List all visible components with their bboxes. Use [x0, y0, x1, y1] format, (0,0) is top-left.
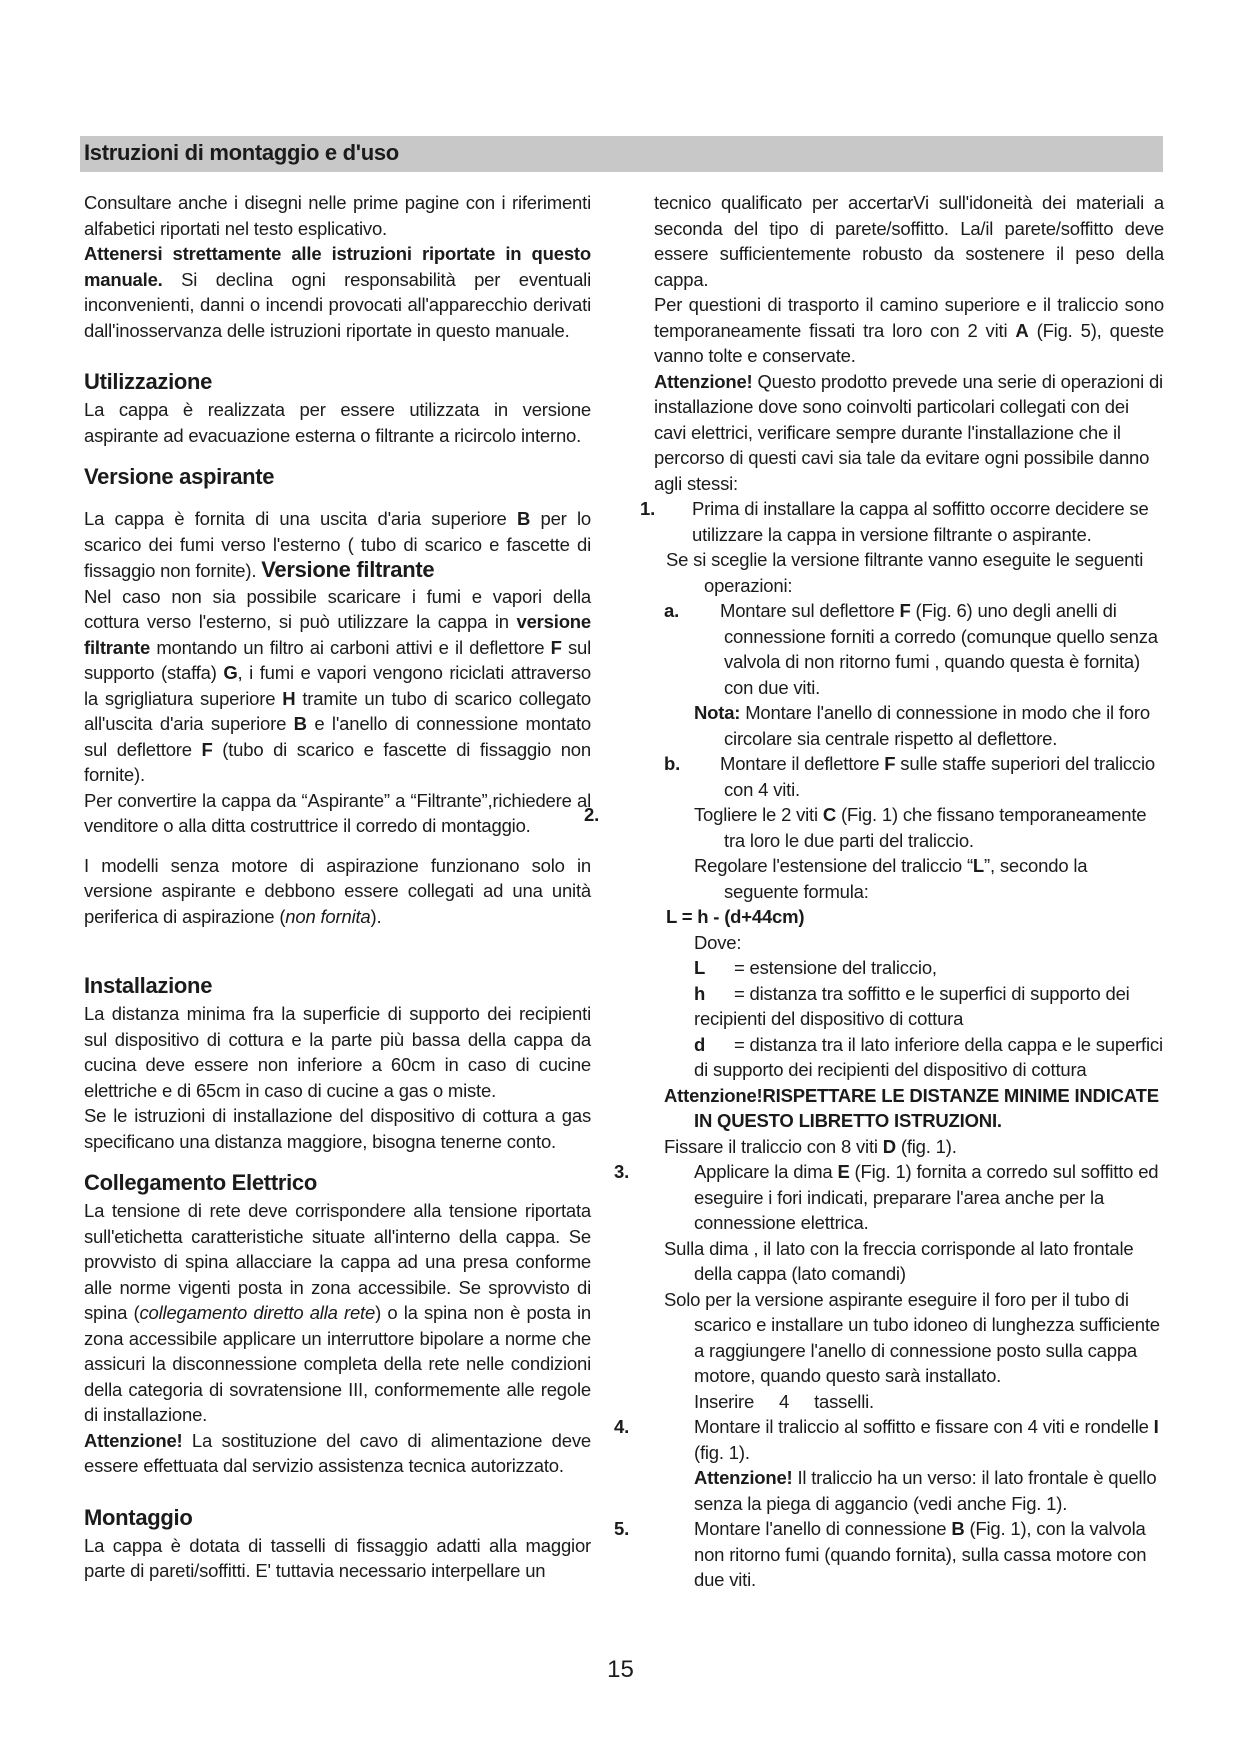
- filtrante-text-e: , i fumi e vapori vengono riciclati attraverso la sgrigliatura superiore: [84, 662, 591, 709]
- step-4-warning: [654, 1465, 1164, 1516]
- attenzione-paragraph: [654, 369, 1164, 497]
- ref-l: L: [972, 855, 985, 876]
- elettrico-text-c: La sostituzione del cavo di alimentazione deve essere effettuata dal servizio assistenza tecnica autorizzato.: [84, 1429, 591, 1476]
- filtrante-heading: Versione filtrante: [261, 557, 435, 582]
- installazione-text: La distanza minima fra la superficie di supporto dei recipienti sul dispositivo di cottura e la parte più bassa della cappa da cucina deve essere non inferiore a 60cm in caso di cucine elettriche e di 65cm in caso di cucine a gas o miste.: [84, 1003, 591, 1101]
- ref-f-2: F: [201, 738, 213, 760]
- filtrante-text-g: e l'anello di connessione montato sul deflettore: [84, 713, 591, 760]
- step-3-solo: Solo per la versione aspirante eseguire il foro per il tubo di scarico e installare un tubo idoneo di lunghezza sufficiente a raggiungere l'anello di connessione posto sulla cappa motore, quando questo sarà installato.: [664, 1288, 1160, 1386]
- modelli-paragraph: [84, 853, 591, 930]
- step-2-text-a: Togliere le 2 viti: [694, 804, 823, 825]
- step-5: [614, 1516, 1164, 1593]
- ref-b-step-5: B: [951, 1518, 965, 1539]
- step-1-number: 1.: [640, 498, 656, 519]
- step-1-text: Prima di installare la cappa al soffitto occorre decidere se utilizzare la cappa in versione filtrante o aspirante.: [692, 498, 1149, 545]
- step-b: [654, 751, 1164, 802]
- filtrante-text-a: Nel caso non sia possibile scaricare i fumi e vapori della cottura verso l'esterno, si può utilizzare la cappa in: [84, 585, 591, 632]
- step-2-regolare: [654, 853, 1164, 904]
- step-5-number: 5.: [614, 1518, 630, 1539]
- montaggio-text: La cappa è dotata di tasselli di fissaggio adatti alla maggior parte di pareti/soffitti. E' tuttavia necessario interpellare un: [84, 1534, 591, 1581]
- intro-paragraph: Consultare anche i disegni nelle prime pagine con i riferimenti alfabetici riportati nel testo esplicativo.: [84, 192, 591, 239]
- aspirante-heading: Versione aspirante: [84, 464, 275, 489]
- ref-a: A: [1015, 319, 1029, 341]
- montaggio-heading: Montaggio: [84, 1504, 193, 1530]
- aspirante-text-a: La cappa è fornita di una uscita d'aria superiore: [84, 508, 517, 529]
- distanze-warning: Attenzione!RISPETTARE LE DISTANZE MINIME INDICATE IN QUESTO LIBRETTO ISTRUZIONI.: [664, 1084, 1159, 1131]
- installazione-heading: Installazione: [84, 973, 213, 998]
- filtrante-paragraph: [84, 584, 591, 788]
- ref-h: H: [282, 687, 296, 709]
- left-column: [84, 190, 591, 1584]
- filtrante-text-h: (tubo di scarico e fascette di fissaggio non fornite).: [84, 738, 591, 785]
- modelli-italic: non fornita: [285, 905, 371, 927]
- regolare-text-b: ”, secondo la seguente formula:: [724, 855, 1088, 902]
- ref-b: B: [516, 508, 531, 529]
- warning-bold: Attenersi strettamente alle istruzioni riportate in questo manuale.: [84, 243, 591, 290]
- step-a-text-b: (Fig. 6) uno degli anelli di connessione forniti a corredo (comunque quello senza valvola di non ritorno fumi , quando questa è fornita) con due viti.: [724, 600, 1158, 698]
- trasporto-text-a: Per questioni di trasporto il camino superiore e il traliccio sono temporaneamente fissati tra loro con 2 viti: [654, 294, 1164, 341]
- step-5-text-a: Montare l'anello di connessione: [694, 1518, 952, 1539]
- step-3-text-a: Applicare la dima: [694, 1161, 838, 1182]
- elettrico-att-bold: Attenzione!: [84, 1429, 183, 1451]
- step-4-text-a: Montare il traliccio al soffitto e fissare con 4 viti e rondelle: [694, 1416, 1154, 1437]
- step-a: [654, 598, 1164, 700]
- trasporto-paragraph: [654, 292, 1164, 369]
- convert-paragraph: Per convertire la cappa da “Aspirante” a “Filtrante”,richiedere al venditore o alla ditta costruttrice il corredo di montaggio.: [84, 789, 591, 836]
- section-title: Istruzioni di montaggio e d'uso: [84, 140, 399, 165]
- step-a-letter: a.: [664, 600, 680, 621]
- fissare-text-b: (fig. 1).: [895, 1135, 957, 1157]
- ref-g: G: [223, 662, 238, 683]
- attenzione-bold: Attenzione!: [654, 370, 753, 392]
- section-header-band: [80, 136, 1163, 172]
- ref-e: E: [837, 1161, 850, 1182]
- def-h-key: h: [694, 982, 706, 1004]
- utilizzazione-heading: Utilizzazione: [84, 369, 213, 394]
- right-column: [584, 190, 1164, 1593]
- ref-c: C: [822, 804, 837, 825]
- inserire-tasselli: tasselli.: [814, 1390, 874, 1412]
- fissare-text-a: Fissare il traliccio con 8 viti: [664, 1135, 883, 1157]
- def-l-key: L: [694, 957, 706, 978]
- step-b-text-b: sulle staffe superiori del traliccio con 4 viti.: [724, 753, 1155, 800]
- trasporto-text-c: (Fig. 5), queste vanno tolte e conservate.: [654, 319, 1164, 366]
- step-3-dima: Sulla dima , il lato con la freccia corrisponde al lato frontale della cappa (lato comandi): [664, 1237, 1134, 1284]
- step-1: [640, 496, 1164, 547]
- def-d: [654, 1032, 1164, 1083]
- nota-bold: Nota:: [694, 702, 741, 723]
- filtrante-text-d: sul supporto (staffa): [84, 636, 591, 683]
- step-4-att-bold: Attenzione!: [694, 1467, 793, 1488]
- step-a-text-a: Montare sul deflettore: [720, 600, 900, 621]
- filtrante-text-f: tramite un tubo di scarico collegato all'uscita d'aria superiore: [84, 687, 591, 734]
- step-4-text-b: (fig. 1).: [694, 1441, 750, 1463]
- page-number: 15: [607, 1656, 634, 1683]
- formula: L = h - (d+44cm): [666, 906, 805, 927]
- filtrante-text-c: montando un filtro ai carboni attivi e il deflettore: [150, 636, 551, 658]
- step-2-text-b: (Fig. 1) che fissano temporaneamente tra loro le due parti del traliccio.: [724, 804, 1147, 851]
- ref-b-2: B: [293, 713, 307, 734]
- elettrico-text-a: La tensione di rete deve corrispondere alla tensione riportata sull'etichetta caratteristiche situate all'interno della cappa. Se provvisto di spina allacciare la cappa ad una presa conforme alle norme vigenti posta in zona accessibile. Se sprovvisto di spina (: [84, 1200, 591, 1323]
- elettrico-text-b: ) o la spina non è posta in zona accessibile applicare un interruttore bipolare a norme che assicuri la disconnessione completa della rete nelle condizioni della categoria di sovratensione III, conformemente alle regole di installazione.: [84, 1302, 591, 1425]
- step-3-text-b: (Fig. 1) fornita a corredo sul soffitto ed eseguire i fori indicati, preparare l'area anche per la connessione elettrica.: [694, 1161, 1159, 1233]
- step-5-text-c: (Fig. 1), con la valvola non ritorno fumi (quando fornita), sulla cassa motore con due viti.: [694, 1518, 1147, 1590]
- aspirante-paragraph: [84, 506, 591, 584]
- elettrico-heading: Collegamento Elettrico: [84, 1170, 317, 1195]
- filtrante-bold: versione filtrante: [84, 611, 591, 658]
- step-1-sub: Se si sceglie la versione filtrante vanno eseguite le seguenti operazioni:: [666, 549, 1144, 596]
- ref-f: F: [550, 636, 562, 658]
- def-l-text: = estensione del traliccio,: [734, 957, 937, 978]
- nota-paragraph: [654, 700, 1164, 751]
- warning-paragraph: [84, 241, 591, 343]
- regolare-text-a: Regolare l'estensione del traliccio “: [694, 855, 973, 876]
- def-l: [654, 955, 1164, 981]
- fissare-paragraph: [654, 1134, 1164, 1160]
- def-d-key: d: [694, 1033, 706, 1055]
- nota-text: Montare l'anello di connessione in modo che il foro circolare sia centrale rispetto al deflettore.: [724, 702, 1150, 749]
- step-3-number: 3.: [614, 1161, 630, 1182]
- elettrico-italic: collegamento diretto alla rete: [139, 1302, 376, 1323]
- step-b-letter: b.: [664, 753, 681, 774]
- def-h-text: = distanza tra soffitto e le superfici di supporto dei recipienti del dispositivo di cottura: [694, 982, 1130, 1029]
- step-4: [614, 1414, 1164, 1465]
- inserire-text: Inserire: [694, 1390, 755, 1412]
- step-4-att-text: Il traliccio ha un verso: il lato frontale è quello senza la piega di aggancio (vedi anche Fig. 1).: [694, 1467, 1157, 1514]
- continuation-paragraph: tecnico qualificato per accertarVi sull'idoneità dei materiali a seconda del tipo di parete/soffitto. La/il parete/soffitto deve essere sufficientemente robusto da sostenere il peso della cappa.: [654, 192, 1164, 290]
- def-d-text: = distanza tra il lato inferiore della cappa e le superfici di supporto dei recipienti del dispositivo di cottura: [694, 1033, 1163, 1080]
- elettrico-warning: [84, 1428, 591, 1479]
- modelli-text-a: I modelli senza motore di aspirazione funzionano solo in versione aspirante e debbono essere collegati ad una unità periferica di aspirazione (: [84, 854, 591, 927]
- step-4-number: 4.: [614, 1416, 630, 1437]
- step-3-inserire: [654, 1389, 1164, 1415]
- elettrico-paragraph: [84, 1198, 591, 1428]
- modelli-text-b: ).: [370, 905, 382, 927]
- step-2-number: 2.: [584, 804, 600, 825]
- warning-text: Si declina ogni responsabilità per eventuali inconvenienti, danni o incendi provocati all'apparecchio derivati dall'inosservanza delle istruzioni riportate in questo manuale.: [84, 268, 591, 341]
- inserire-count: 4: [779, 1390, 790, 1412]
- ref-f-step-b: F: [884, 753, 896, 774]
- step-2: [584, 802, 1164, 853]
- ref-i: I: [1153, 1416, 1159, 1437]
- ref-d: D: [882, 1135, 896, 1157]
- utilizzazione-text: La cappa è realizzata per essere utilizzata in versione aspirante ad evacuazione esterna o filtrante a ricircolo interno.: [84, 399, 591, 446]
- def-h: [654, 981, 1164, 1032]
- attenzione-text: Questo prodotto prevede una serie di operazioni di installazione dove sono coinvolti particolari collegati con dei cavi elettrici, verificare sempre durante l'installazione che il percorso di questi cavi sia tale da evitare ogni possibile danno agli stessi:: [654, 370, 1163, 494]
- installazione-text-2: Se le istruzioni di installazione del dispositivo di cottura a gas specificano una distanza maggiore, bisogna tenerne conto.: [84, 1105, 591, 1152]
- dove-label: Dove:: [694, 931, 742, 953]
- step-b-text-a: Montare il deflettore: [720, 753, 885, 774]
- ref-f-step-a: F: [899, 600, 911, 621]
- aspirante-text-c: per lo scarico dei fumi verso l'esterno ( tubo di scarico e fascette di fissaggio non fornite).: [84, 508, 591, 581]
- step-3: [614, 1159, 1164, 1236]
